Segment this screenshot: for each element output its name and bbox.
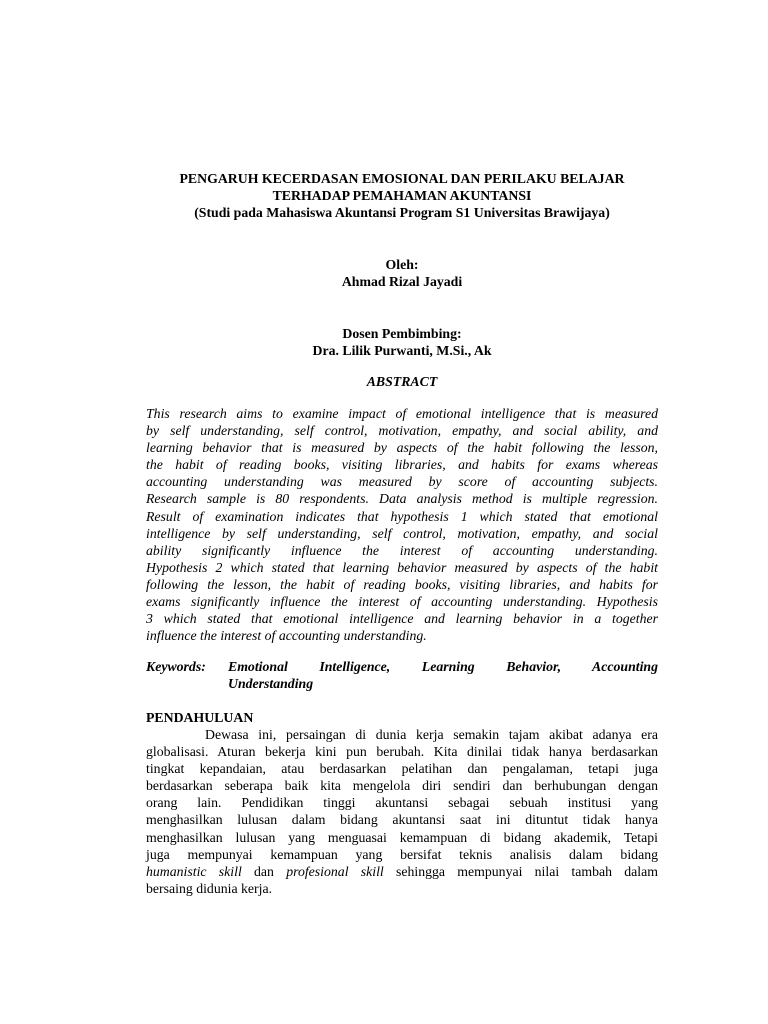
abstract-heading: ABSTRACT (366, 374, 438, 389)
supervisor-name: Dra. Lilik Purwanti, M.Si., Ak (312, 343, 492, 359)
abstract-line: by self understanding, self control, motivation, empathy, and social ability, and (146, 423, 658, 439)
abstract-line: influence the interest of accounting understanding. (146, 628, 427, 644)
intro-line: juga mempunyai kemampuan yang bersifat teknis analisis dalam bidang (146, 846, 658, 862)
abstract-line: 3 which stated that emotional intelligence and learning behavior in a together (146, 611, 658, 627)
author-block (146, 256, 658, 290)
intro-line: orang lain. Pendidikan tinggi akuntansi sebagai sebuah institusi yang (146, 795, 658, 811)
abstract-line: the habit of reading books, visiting libraries, and habits for exams whereas (146, 457, 658, 473)
keywords-line-2: Understanding (228, 676, 314, 692)
section-heading-introduction: PENDAHULUAN (146, 710, 254, 725)
abstract-text (146, 405, 658, 644)
intro-text-fragment: dan (241, 863, 287, 879)
intro-line-mixed (146, 863, 658, 880)
abstract-line: exams significantly influence the interest of accounting understanding. Hypothesis (146, 594, 658, 610)
term-humanistic-skill: humanistic skill (146, 863, 242, 879)
intro-line: menghasilkan lulusan dalam bidang akuntansi saat ini dituntut tidak hanya (146, 812, 658, 828)
author-label: Oleh: (385, 257, 419, 272)
intro-line: globalisasi. Aturan bekerja kini pun berubah. Kita dinilai tidak hanya berdasarkan (146, 744, 658, 760)
intro-line: Dewasa ini, persaingan di dunia kerja semakin tajam akibat adanya era (205, 727, 658, 742)
abstract-line: following the lesson, the habit of reading books, visiting libraries, and habits for (146, 576, 658, 592)
supervisor-block (146, 325, 658, 359)
introduction-text (146, 726, 658, 897)
paper-title (146, 170, 658, 221)
intro-line: berdasarkan seberapa baik kita mengelola diri sendiri dan berhubungan dengan (146, 778, 658, 794)
abstract-line: intelligence by self understanding, self control, motivation, empathy, and social (146, 525, 658, 541)
title-line-3: (Studi pada Mahasiswa Akuntansi Program S1 Universitas Brawijaya) (194, 205, 610, 221)
abstract-line: learning behavior that is measured by aspects of the habit following the lesson, (146, 440, 658, 456)
abstract-line: Result of examination indicates that hypothesis 1 which stated that emotional (146, 508, 658, 524)
abstract-line: Research sample is 80 respondents. Data analysis method is multiple regression. (146, 491, 658, 507)
title-line-1: PENGARUH KECERDASAN EMOSIONAL DAN PERILAKU BELAJAR (179, 171, 625, 186)
title-line-2: TERHADAP PEMAHAMAN AKUNTANSI (272, 188, 532, 204)
abstract-line: This research aims to examine impact of emotional intelligence that is measured (146, 406, 658, 421)
abstract-line: accounting understanding was measured by score of accounting subjects. (146, 474, 658, 490)
intro-line: bersaing didunia kerja. (146, 880, 273, 896)
supervisor-label: Dosen Pembimbing: (342, 326, 462, 341)
term-profesional-skill: profesional skill (286, 863, 384, 879)
intro-text-fragment: sehingga mempunyai nilai tambah dalam (383, 863, 658, 879)
abstract-line: ability significantly influence the interest of accounting understanding. (146, 542, 658, 558)
intro-line: tingkat kepandaian, atau berdasarkan pelatihan dan pengalaman, tetapi juga (146, 761, 658, 777)
intro-line: menghasilkan lulusan yang menguasai kemampuan di bidang akademik, Tetapi (146, 829, 658, 845)
abstract-line: Hypothesis 2 which stated that learning behavior measured by aspects of the habit (146, 559, 658, 575)
keywords-line-1: Emotional Intelligence, Learning Behavior, Accounting (228, 659, 658, 674)
keywords-label: Keywords: (146, 659, 206, 674)
author-name: Ahmad Rizal Jayadi (341, 274, 463, 290)
keywords-block (146, 658, 658, 692)
